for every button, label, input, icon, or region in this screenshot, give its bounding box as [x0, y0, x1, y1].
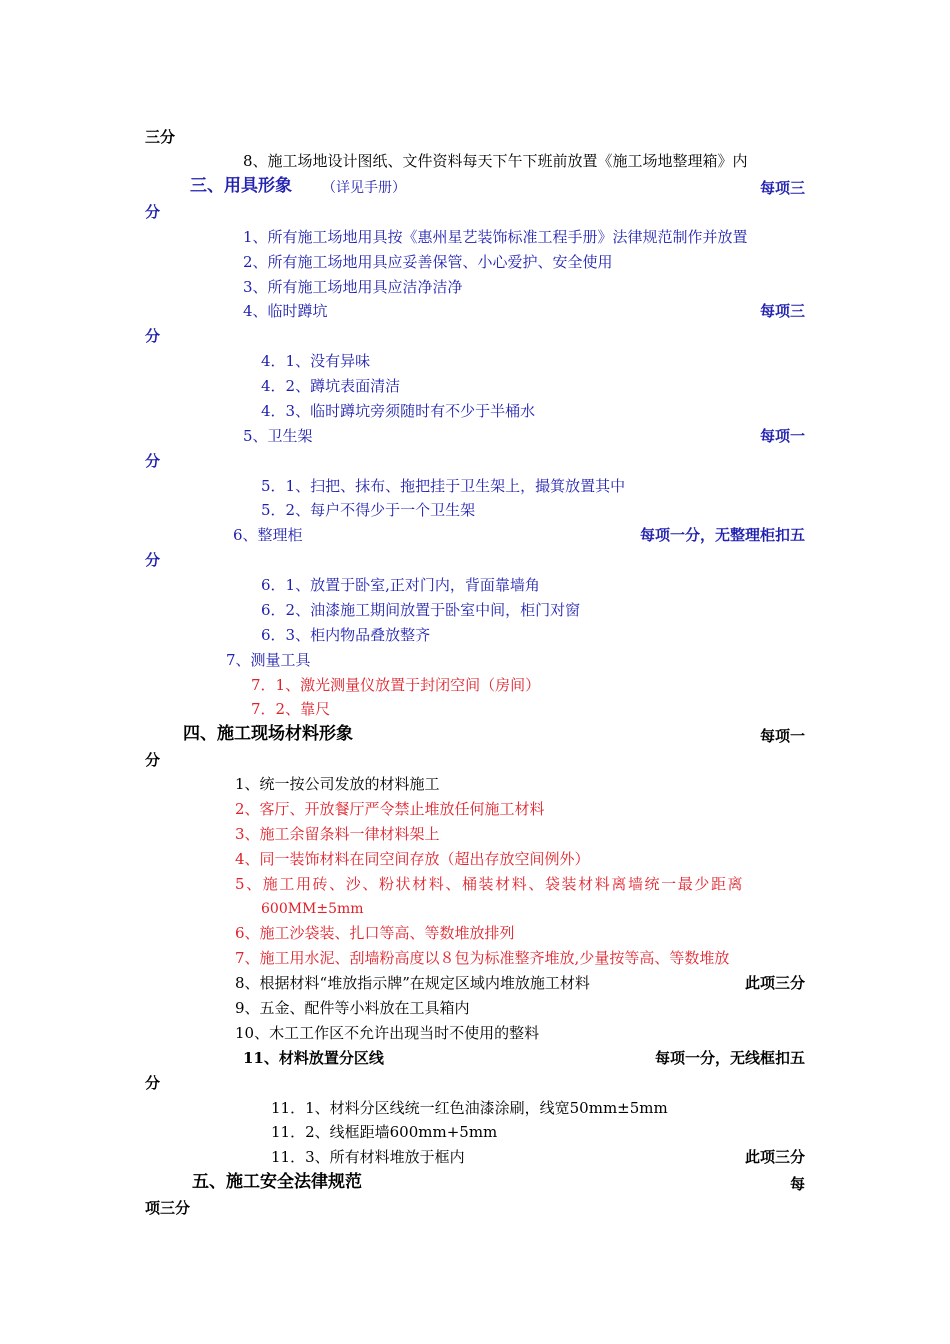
text-line: 三分: [145, 128, 176, 146]
text-line: 5、施工用砖、沙、粉状材料、桶装材料、袋装材料离墙统一最少距离: [235, 875, 745, 893]
section-heading: 四、施工现场材料形象: [183, 724, 353, 744]
text-line: 4．3、临时蹲坑旁须随时有不少于半桶水: [261, 402, 536, 420]
text-line: 1、所有施工场地用具按《惠州星艺装饰标准工程手册》法律规范制作并放置: [243, 228, 748, 246]
score-label: 每项一: [759, 427, 805, 445]
text-line: 分: [145, 203, 161, 221]
text-line: 项三分: [145, 1199, 191, 1217]
text-line: 分: [145, 452, 161, 470]
text-line: 9、五金、配件等小料放在工具箱内: [235, 999, 470, 1017]
score-label: 每项三: [759, 302, 805, 320]
text-line: 11、材料放置分区线: [243, 1049, 384, 1067]
text-line: 7．2、靠尺: [251, 700, 331, 718]
score-label: 每项一分，无线框扣五: [654, 1049, 805, 1067]
text-line: 1、统一按公司发放的材料施工: [235, 775, 440, 793]
text-line: 2、所有施工场地用具应妥善保管、小心爱护、安全使用: [243, 253, 613, 271]
text-line: 7．1、激光测量仪放置于封闭空间（房间）: [251, 676, 541, 694]
section-note: （详见手册）: [322, 180, 406, 196]
score-label: 每项三: [759, 179, 805, 197]
text-line: 分: [145, 551, 161, 569]
text-line: 6．3、柜内物品叠放整齐: [261, 626, 431, 644]
text-line: 600MM±5mm: [261, 901, 364, 917]
text-line: 分: [145, 1074, 161, 1092]
text-line: 4．1、没有异味: [261, 352, 371, 370]
score-label: 每: [789, 1175, 805, 1193]
text-line: 11．3、所有材料堆放于框内: [271, 1148, 465, 1166]
text-line: 7、测量工具: [226, 651, 311, 669]
section-heading: 三、用具形象: [190, 176, 292, 196]
score-label: 此项三分: [744, 1148, 805, 1166]
text-line: 11．1、材料分区线统一红色油漆涂刷，线宽50mm±5mm: [271, 1099, 668, 1117]
text-line: 5、卫生架: [243, 427, 313, 445]
text-line: 6、整理柜: [233, 526, 303, 544]
text-line: 2、客厅、开放餐厅严令禁止堆放任何施工材料: [235, 800, 545, 818]
text-line: 5．2、每户不得少于一个卫生架: [261, 501, 476, 519]
text-line: 3、所有施工场地用具应洁净洁净: [243, 278, 463, 296]
text-line: 8、根据材料“堆放指示牌”在规定区域内堆放施工材料: [235, 974, 590, 992]
text-line: 4、临时蹲坑: [243, 302, 328, 320]
score-label: 此项三分: [744, 974, 805, 992]
text-line: 4、同一装饰材料在同空间存放（超出存放空间例外）: [235, 850, 590, 868]
text-line: 6．2、油漆施工期间放置于卧室中间，柜门对窗: [261, 601, 581, 619]
text-line: 6、施工沙袋装、扎口等高、等数堆放排列: [235, 924, 515, 942]
text-line: 7、施工用水泥、刮墙粉高度以８包为标准整齐堆放,少量按等高、等数堆放: [235, 949, 730, 967]
text-line: 分: [145, 751, 161, 769]
score-label: 每项一: [759, 727, 805, 745]
text-line: 11．2、线框距墙600mm+5mm: [271, 1123, 498, 1141]
text-line: 10、木工工作区不允许出现当时不使用的整料: [235, 1024, 540, 1042]
text-line: 8、施工场地设计图纸、文件资料每天下午下班前放置《施工场地整理箱》内: [243, 152, 748, 170]
text-line: 4．2、蹲坑表面清洁: [261, 377, 401, 395]
text-line: 5．1、扫把、抹布、拖把挂于卫生架上，撮箕放置其中: [261, 477, 626, 495]
text-line: 3、施工余留条料一律材料架上: [235, 825, 440, 843]
text-line: 分: [145, 327, 161, 345]
score-label: 每项一分，无整理柜扣五: [639, 526, 805, 544]
section-heading: 五、施工安全法律规范: [192, 1172, 362, 1192]
text-line: 6．1、放置于卧室,正对门内，背面靠墙角: [261, 576, 540, 594]
